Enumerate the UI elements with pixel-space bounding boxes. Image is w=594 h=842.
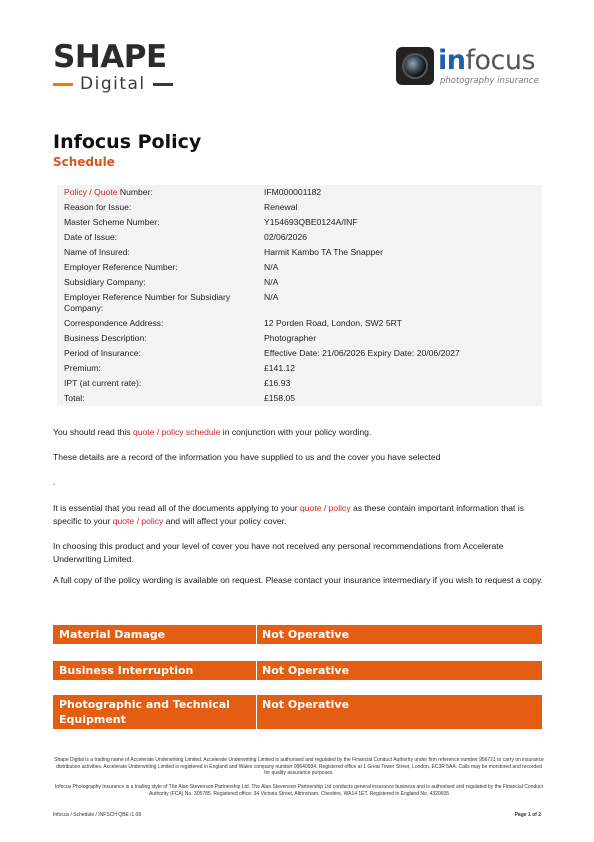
paragraph-read-schedule: You should read this quote / policy schedule in conjunction with your policy wording.: [53, 427, 372, 437]
footer-shape-disclaimer: Shape Digital is a trading name of Accelerate Underwriting Limited. Accelerate Underwriting Limited is authorised and regulated by the Financial Conduct Authority under firm reference number 956721 to carry on insurance distribution activities. Accelerate Underwriting Limited is registered in England and Wales company number 09640934. Registered office at 1 Great Tower Street, London, EC3R 5AA. Calls may be monitored and recorded for quality assurance purposes.: [54, 757, 544, 776]
cover-name: Material Damage: [59, 628, 166, 641]
paragraph-record: These details are a record of the information you have supplied to us and the cover you have selected: [53, 452, 441, 462]
shape-logo-sub: Digital: [80, 74, 146, 94]
schedule-row: Total: £158.05: [64, 393, 296, 403]
schedule-table: [57, 185, 542, 406]
cover-status: Not Operative: [256, 695, 542, 729]
schedule-row: Name of Insured: Harmit Kambo TA The Snapper: [64, 247, 383, 257]
schedule-row: Employer Reference Number for Subsidiary Company: N/A: [64, 292, 279, 313]
camera-lens-icon: [396, 47, 434, 85]
schedule-row: Date of Issue: 02/06/2026: [64, 232, 308, 242]
schedule-row: Subsidiary Company: N/A: [64, 277, 279, 287]
schedule-row: Premium: £141.12: [64, 363, 296, 373]
cover-section: [53, 695, 542, 729]
cover-name: Photographic and Technical Equipment: [59, 698, 230, 726]
infocus-logo: infocus photography insurance: [396, 45, 546, 91]
schedule-row: Correspondence Address: 12 Porden Road, London, SW2 5RT: [64, 318, 402, 328]
cover-section: [53, 625, 542, 644]
footer-document-ref: Infocus / Schedule / INFSCH QBE i1.08: [53, 812, 142, 818]
footer-page-number: Page 1 of 2: [514, 812, 541, 818]
cover-section: [53, 661, 542, 680]
paragraph-essential: It is essential that you read all of the documents applying to your quote / policy as these contain important information that is specific to your quote / policy and will affect your policy cover.: [53, 503, 525, 526]
schedule-row: Period of Insurance: Effective Date: 21/06/2026 Expiry Date: 20/06/2027: [64, 348, 460, 358]
page-subtitle: Schedule: [53, 155, 115, 169]
cover-status: Not Operative: [256, 625, 542, 644]
footer-infocus-disclaimer: Infocus Photography Insurance is a trading style of The Alan Stevenson Partnership Ltd. The Alan Stevenson Partnership Ltd conducts general insurance business and is authorised and regulated by the Financial Conduct Authority (FCA) No. 305785. Registered office: 34 Victoria Street, Altrincham, Cheshire, WA14 1ET. Registered in England No. 4320605: [55, 784, 543, 797]
schedule-row: Employer Reference Number: N/A: [64, 262, 279, 272]
schedule-row: Reason for Issue: Renewal: [64, 202, 298, 212]
cover-status: Not Operative: [256, 661, 542, 680]
shape-logo-word: SHAPE: [53, 39, 167, 75]
paragraph-recommendations: In choosing this product and your level of cover you have not received any personal recommendations from Accelerate Underwriting Limited.: [53, 541, 504, 564]
paragraph-wording-request: A full copy of the policy wording is available on request. Please contact your insurance intermediary if you wish to request a copy.: [53, 575, 543, 585]
schedule-row: Policy / Quote Number: IFM000001182: [64, 187, 322, 197]
page-title: Infocus Policy: [53, 131, 202, 153]
infocus-tagline: photography insurance: [440, 76, 539, 86]
schedule-row: Master Scheme Number: Y154693QBE0124A/INF: [64, 217, 358, 227]
schedule-row: IPT (at current rate): £16.93: [64, 378, 291, 388]
schedule-row: Business Description: Photographer: [64, 333, 317, 343]
cover-name: Business Interruption: [59, 664, 194, 677]
paragraph-dot: .: [53, 477, 56, 487]
shape-digital-logo: [53, 41, 185, 94]
